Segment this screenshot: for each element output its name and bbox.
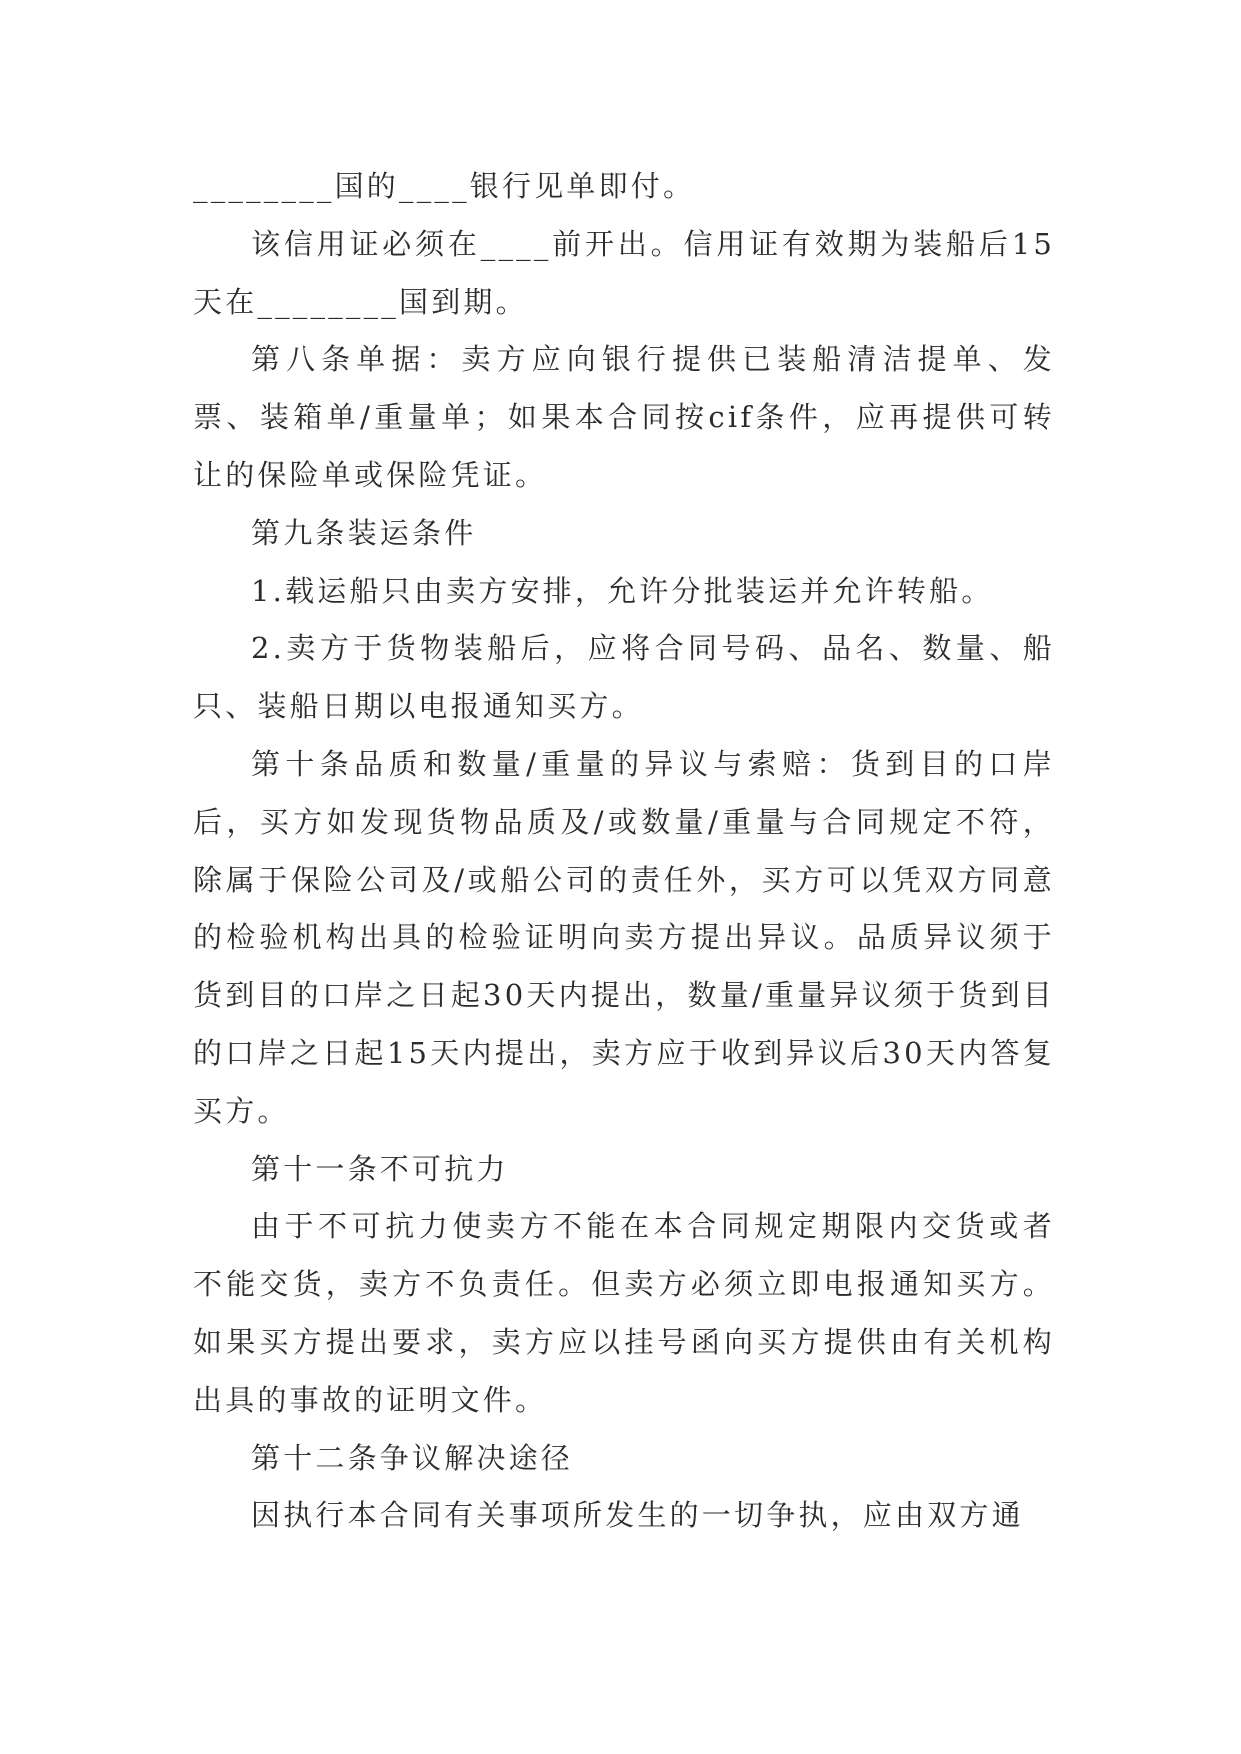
paragraph-article-9-item-2: 2.卖方于货物装船后，应将合同号码、品名、数量、船只、装船日期以电报通知买方。	[193, 631, 1055, 724]
heading-article-12: 第十二条争议解决途径	[251, 1440, 574, 1475]
document-body	[193, 158, 1055, 1545]
heading-article-9: 第九条装运条件	[251, 515, 477, 550]
paragraph-force-majeure: 由于不可抗力使卖方不能在本合同规定期限内交货或者不能交货，卖方不负责任。但卖方必须立即电报通知买方。如果买方提出要求，卖方应以挂号函向买方提供由有关机构出具的事故的证明文件。	[193, 1209, 1055, 1417]
paragraph-article-8-documents: 第八条单据：卖方应向银行提供已装船清洁提单、发票、装箱单/重量单；如果本合同按cif条件，应再提供可转让的保险单或保险凭证。	[193, 342, 1055, 492]
paragraph-article-9-item-1: 1.载运船只由卖方安排，允许分批装运并允许转船。	[251, 573, 994, 608]
paragraph-letter-of-credit: 该信用证必须在____前开出。信用证有效期为装船后15天在________国到期。	[193, 226, 1055, 319]
paragraph-payment-continuation: ________国的____银行见单即付。	[193, 169, 696, 203]
paragraph-article-10-claims: 第十条品质和数量/重量的异议与索赔：货到目的口岸后，买方如发现货物品质及/或数量/重量与合同规定不符，除属于保险公司及/或船公司的责任外，买方可以凭双方同意的检验机构出具的检验证明向卖方提出异议。品质异议须于货到目的口岸之日起30天内提出，数量/重量异议须于货到目的口岸之日起15天内提出，卖方应于收到异议后30天内答复买方。	[193, 746, 1055, 1128]
heading-article-11: 第十一条不可抗力	[251, 1151, 509, 1186]
paragraph-dispute-resolution: 因执行本合同有关事项所发生的一切争执，应由双方通	[251, 1498, 1024, 1533]
